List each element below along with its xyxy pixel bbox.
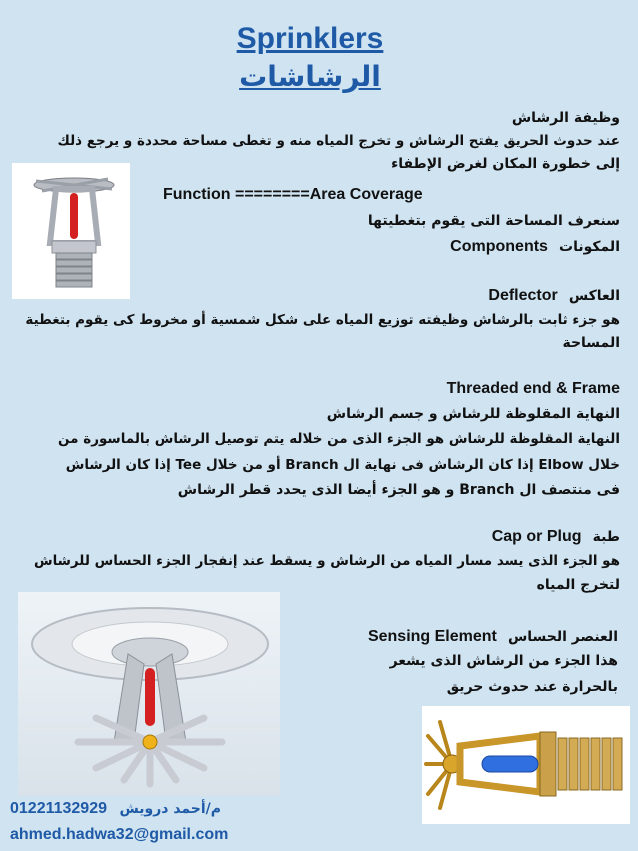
threaded-text-line1: النهاية المقلوظة للرشاش و جسم الرشاش [326,406,620,422]
contact-name: م/أحمد درويش [119,801,222,817]
components-heading [450,236,620,256]
page-title: Sprinklers [236,22,384,55]
cap-heading [492,526,620,546]
sprinkler-pendent-icon [12,163,130,299]
sensing-heading [368,626,618,646]
components-label-ar: المكونات [559,239,620,255]
sprinkler-image-2 [18,592,280,796]
function-heading: وظيفة الرشاش [511,110,620,126]
sprinkler-image-1 [12,163,130,299]
sensing-label-en: Sensing Element [367,628,497,645]
sensing-text-line1: هذا الجزء من الرشاش الذى يشعر [389,653,618,669]
sprinkler-image-3 [422,706,630,824]
threaded-text-line4: فى منتصف ال Branch و هو الجزء أيضا الذى يحدد قطر الرشاش [177,482,620,498]
deflector-text-line1: هو جزء ثابت بالرشاش وظيفته توزيع المياه على شكل شمسية أو مخروط كى يقوم بتغطية [25,312,620,328]
contact-email: ahmed.hadwa32@gmail.com [10,826,229,843]
contact-phone: 01221132929 [10,800,107,817]
sprinkler-brass-icon [422,706,630,824]
sensing-label-ar: العنصر الحساس [507,629,618,645]
cap-text-line1: هو الجزء الذى يسد مسار المياه من الرشاش و يسقط عند إنفجار الجزء الحساس للرشاش [33,553,620,569]
threaded-text-line2: النهاية المقلوظة للرشاش هو الجزء الذى من خلاله يتم توصيل الرشاش بالماسورة من [58,431,620,447]
components-label-en: Components [450,238,548,255]
contact-name-phone [10,800,221,818]
threaded-text-line3: خلال Elbow إذا كان الرشاش فى نهاية ال Branch أو من خلال Tee إذا كان الرشاش [65,457,620,473]
cap-label-ar: طبة [592,529,620,545]
cap-text-line2: لتخرج المياه [536,577,620,593]
threaded-heading: Threaded end & Frame [446,380,620,397]
function-text-line2: إلى خطورة المكان لغرض الإطفاء [391,156,620,172]
function-coverage-line: Function ========Area Coverage [163,186,423,203]
deflector-label-en: Deflector [488,287,558,304]
coverage-note: سنعرف المساحة التى يقوم بتغطيتها [367,213,620,229]
cap-label-en: Cap or Plug [491,528,582,545]
function-text-line1: عند حدوث الحريق يفتح الرشاش و تخرج المياه منه و تغطى مساحة محددة و يرجع ذلك [57,133,620,149]
deflector-text-line2: المساحة [562,335,620,351]
page-title-arabic: الرشاشات [239,60,381,93]
sprinkler-large-icon [18,592,280,796]
deflector-label-ar: العاكس [568,288,620,304]
sensing-text-line2: بالحرارة عند حدوث حريق [446,679,618,695]
deflector-heading [488,285,620,305]
